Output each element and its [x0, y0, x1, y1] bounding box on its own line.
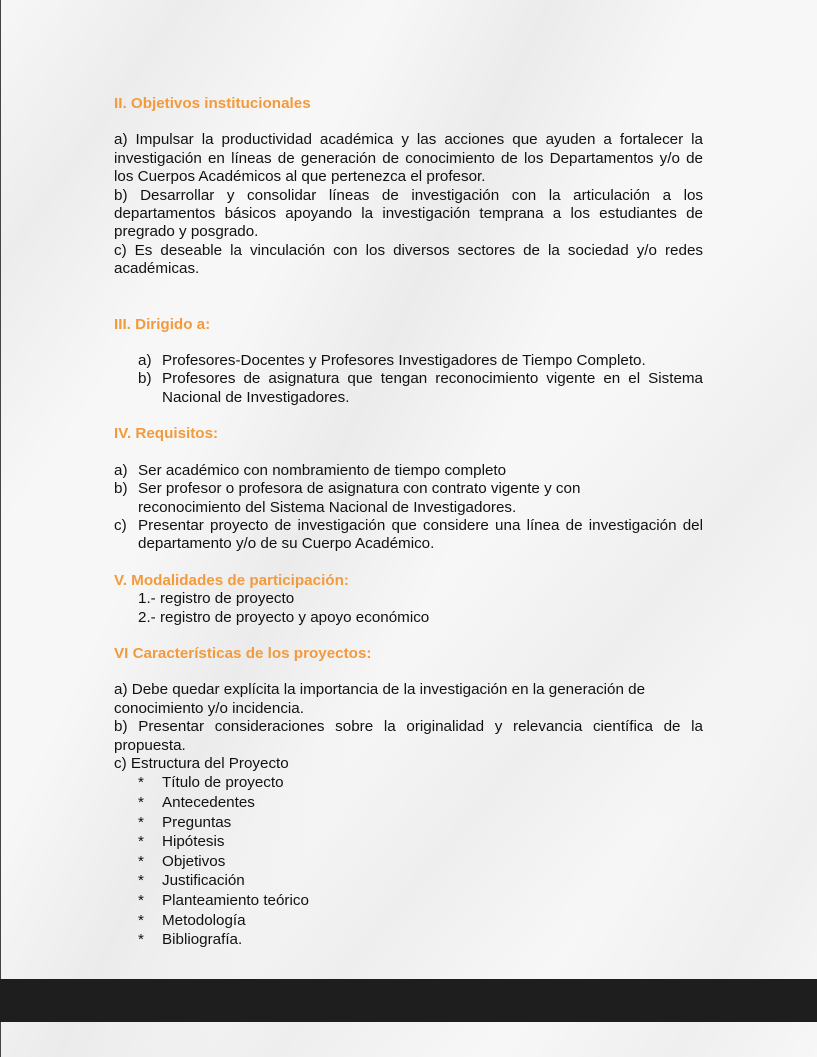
list-item-text: Profesores-Docentes y Profesores Investigadores de Tiempo Completo. — [162, 352, 646, 370]
section-heading-objetivos: II. Objetivos institucionales — [114, 95, 311, 112]
objetivo-item-a: a) Impulsar la productividad académica y las acciones que ayuden a fortalecer la investigación en líneas de generación de conocimiento de los Departamentos y/o de los Cuerpos Académicos al que pertenezca el profesor. — [114, 131, 703, 186]
objetivo-item-b: b) Desarrollar y consolidar líneas de investigación con la articulación a los departamentos básicos apoyando la investigación temprana a los estudiantes de pregrado y posgrado. — [114, 186, 703, 241]
objetivo-item-c: c) Es deseable la vinculación con los diversos sectores de la sociedad y/o redes académicas. — [114, 241, 703, 278]
section-heading-dirigido: III. Dirigido a: — [114, 315, 211, 333]
list-item — [138, 773, 703, 793]
asterisk-bullet-icon: * — [138, 891, 144, 909]
asterisk-bullet-icon: * — [138, 774, 144, 792]
list-item-text: Objetivos — [162, 852, 226, 870]
estructura-list — [114, 773, 703, 949]
modalidades-list — [114, 590, 703, 627]
list-marker: b) — [114, 480, 128, 498]
list-item — [138, 871, 703, 891]
list-item — [138, 911, 703, 931]
dirigido-list — [114, 352, 703, 407]
asterisk-bullet-icon: * — [138, 931, 144, 949]
list-item: 2.- registro de proyecto y apoyo económico — [138, 608, 430, 626]
list-marker: a) — [138, 352, 152, 370]
asterisk-bullet-icon: * — [138, 872, 144, 890]
list-item-text: Título de proyecto — [162, 774, 284, 792]
section-heading-caracteristicas: VI Características de los proyectos: — [114, 644, 372, 662]
footer-bar — [0, 979, 817, 1022]
list-item — [138, 370, 703, 407]
list-item-text: Hipótesis — [162, 833, 225, 851]
list-item-text: Presentar proyecto de investigación que considere una línea de investigación del departamento y/o de su Cuerpo Académico. — [138, 516, 703, 553]
list-marker: c) — [114, 516, 127, 534]
asterisk-bullet-icon: * — [138, 833, 144, 851]
list-marker: b) — [138, 370, 152, 388]
document-body — [114, 95, 703, 950]
list-item — [114, 517, 703, 554]
list-item — [138, 793, 703, 813]
list-item-text: Ser académico con nombramiento de tiempo completo — [138, 461, 507, 479]
requisitos-list — [114, 462, 703, 554]
caracteristica-item-b: b) Presentar consideraciones sobre la originalidad y relevancia científica de la propuesta. — [114, 718, 703, 754]
asterisk-bullet-icon: * — [138, 793, 144, 811]
list-item-text: Ser profesor o profesora de asignatura con contrato vigente y con reconocimiento del Sistema Nacional de Investigadores. — [138, 480, 581, 516]
list-marker: a) — [114, 461, 128, 479]
list-item — [114, 462, 703, 480]
list-item — [138, 930, 703, 950]
list-item-text: Justificación — [162, 872, 245, 890]
list-item-text: Planteamiento teórico — [162, 891, 309, 909]
list-item — [138, 832, 703, 852]
list-item — [138, 352, 703, 370]
list-item — [138, 813, 703, 833]
caracteristica-item-a: a) Debe quedar explícita la importancia de la investigación en la generación de conocimiento y/o incidencia. — [114, 681, 646, 717]
caracteristica-item-c: c) Estructura del Proyecto — [114, 754, 289, 772]
list-item-text: Preguntas — [162, 813, 232, 831]
list-item-text: Profesores de asignatura que tengan reconocimiento vigente en el Sistema Nacional de Investigadores. — [162, 370, 703, 406]
list-item — [138, 891, 703, 911]
list-item-text: Metodología — [162, 911, 246, 929]
asterisk-bullet-icon: * — [138, 911, 144, 929]
page-left-border — [0, 0, 1, 1057]
list-item-text: Bibliografía. — [162, 931, 243, 949]
list-item-text: Antecedentes — [162, 793, 255, 811]
asterisk-bullet-icon: * — [138, 852, 144, 870]
list-item: 1.- registro de proyecto — [138, 590, 295, 608]
list-item — [114, 480, 703, 517]
section-heading-modalidades: V. Modalidades de participación: — [114, 571, 349, 589]
section-heading-requisitos: IV. Requisitos: — [114, 425, 219, 443]
asterisk-bullet-icon: * — [138, 813, 144, 831]
list-item — [138, 852, 703, 872]
